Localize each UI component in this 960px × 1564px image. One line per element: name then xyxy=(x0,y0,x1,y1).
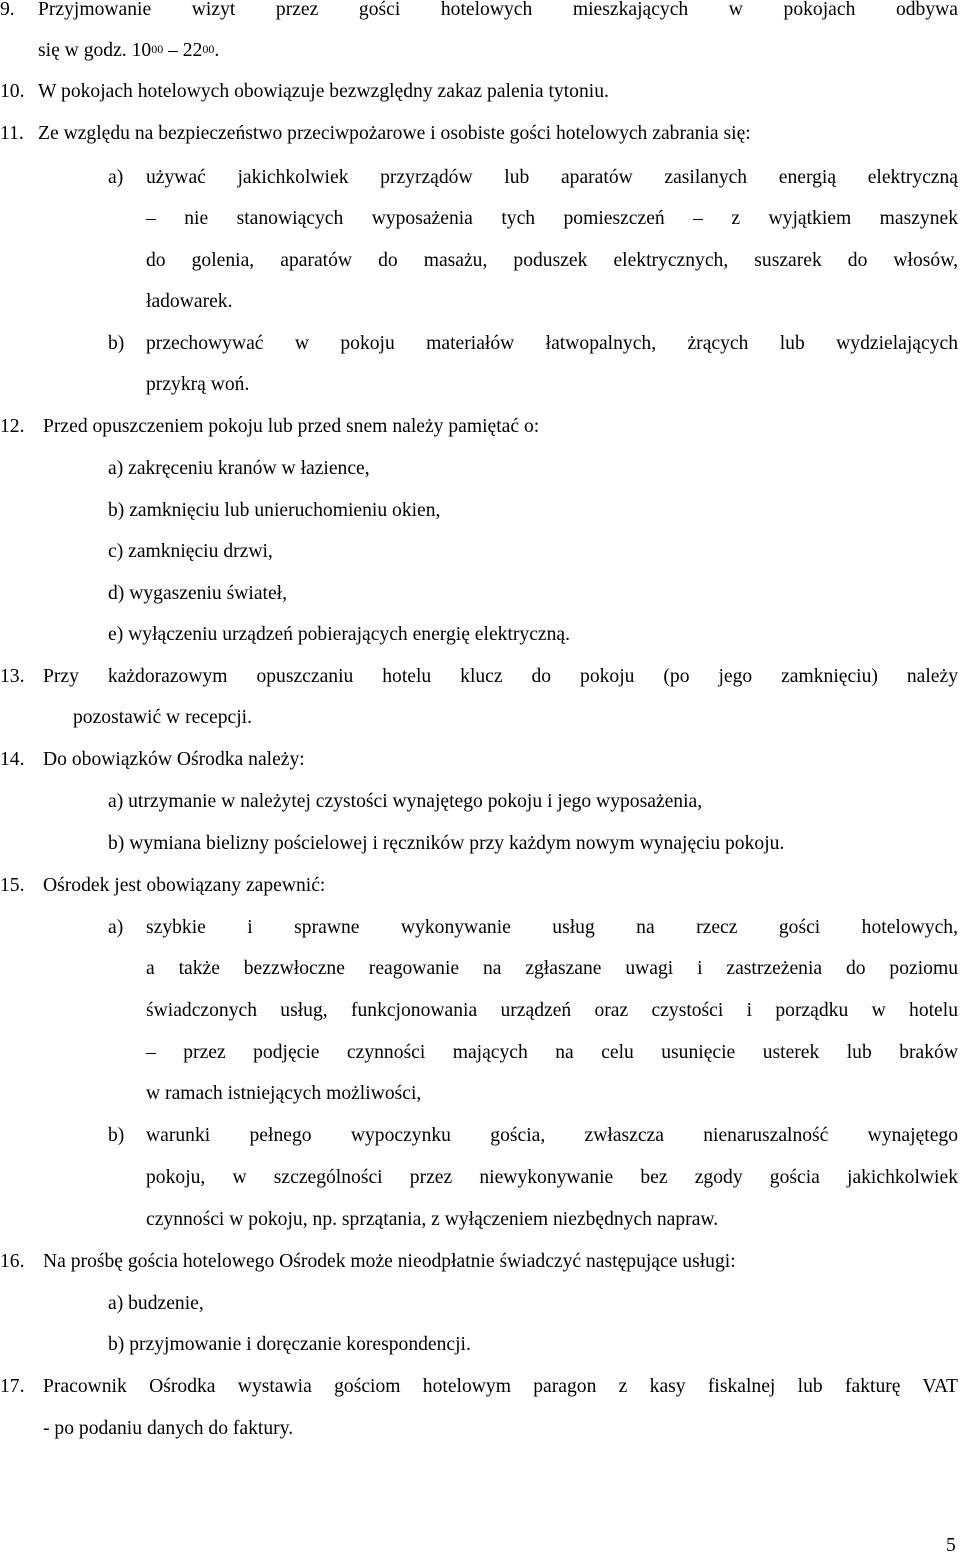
item-11-b-line-1: przechowywać w pokoju materiałów łatwopalnych, żrących lub wydzielających xyxy=(146,333,958,354)
item-15-a-line-4: – przez podjęcie czynności mających na celu usunięcie usterek lub braków xyxy=(146,1042,958,1063)
item-number-16: 16. xyxy=(0,1251,25,1272)
item-12-sub-b: b) zamknięciu lub unieruchomieniu okien, xyxy=(108,500,441,521)
item-number-15: 15. xyxy=(0,875,25,896)
item-11-marker-a: a) xyxy=(108,167,124,188)
item-15-marker-b: b) xyxy=(108,1125,125,1146)
item-15-b-line-1: warunki pełnego wypoczynku gościa, zwłaszcza nienaruszalność wynajętego xyxy=(146,1125,958,1146)
item-15-b-line-2: pokoju, w szczególności przez niewykonywanie bez zgody gościa jakichkolwiek xyxy=(146,1167,958,1188)
item-17-line-1: Pracownik Ośrodka wystawia gościom hotelowym paragon z kasy fiskalnej lub fakturę VAT xyxy=(43,1376,958,1397)
item-11-marker-b: b) xyxy=(108,333,125,354)
item-11-a-line-1: używać jakichkolwiek przyrządów lub aparatów zasilanych energią elektryczną xyxy=(146,167,958,188)
item-13-line-2: pozostawić w recepcji. xyxy=(73,707,252,728)
item-14-sub-a: a) utrzymanie w należytej czystości wynajętego pokoju i jego wyposażenia, xyxy=(108,791,703,812)
page-number: 5 xyxy=(946,1535,956,1556)
item-16-sub-b: b) przyjmowanie i doręczanie korespondencji. xyxy=(108,1334,471,1355)
item-17-line-2: - po podaniu danych do faktury. xyxy=(43,1418,294,1439)
item-12-sub-e: e) wyłączeniu urządzeń pobierających energię elektryczną. xyxy=(108,624,570,645)
item-15-a-line-3: świadczonych usług, funkcjonowania urządzeń oraz czystości i porządku w hotelu xyxy=(146,1000,958,1021)
item-number-13: 13. xyxy=(0,666,25,687)
item-13-line-1: Przy każdorazowym opuszczaniu hotelu klucz do pokoju (po jego zamknięciu) należy xyxy=(43,666,958,687)
item-9-hours-dash: – 22 xyxy=(163,40,203,61)
item-number-12: 12. xyxy=(0,416,25,437)
item-12-sub-a: a) zakręceniu kranów w łazience, xyxy=(108,458,370,479)
item-number-17: 17. xyxy=(0,1376,25,1397)
item-11-line-1: Ze względu na bezpieczeństwo przeciwpożarowe i osobiste gości hotelowych zabrania się: xyxy=(38,123,751,144)
item-number-14: 14. xyxy=(0,749,25,770)
item-15-marker-a: a) xyxy=(108,917,124,938)
item-11-b-line-2: przykrą woń. xyxy=(146,374,250,395)
item-15-line-1: Ośrodek jest obowiązany zapewnić: xyxy=(43,875,326,896)
item-12-line-1: Przed opuszczeniem pokoju lub przed snem należy pamiętać o: xyxy=(43,416,540,437)
item-9-line-2 xyxy=(38,39,219,63)
item-11-a-line-3: do golenia, aparatów do masażu, poduszek elektrycznych, suszarek do włosów, xyxy=(146,250,958,271)
item-9-sup-2: 00 xyxy=(202,42,215,56)
item-15-a-line-2: a także bezzwłoczne reagowanie na zgłaszane uwagi i zastrzeżenia do poziomu xyxy=(146,958,958,979)
item-16-line-1: Na prośbę gościa hotelowego Ośrodek może nieodpłatnie świadczyć następujące usługi: xyxy=(43,1251,736,1272)
item-11-a-line-2: – nie stanowiących wyposażenia tych pomieszczeń – z wyjątkiem maszynek xyxy=(146,208,958,229)
item-12-sub-c: c) zamknięciu drzwi, xyxy=(108,541,273,562)
item-16-sub-a: a) budzenie, xyxy=(108,1293,204,1314)
item-15-b-line-3: czynności w pokoju, np. sprzątania, z wyłączeniem niezbędnych napraw. xyxy=(146,1209,719,1230)
item-9-sup-1: 00 xyxy=(151,42,164,56)
item-number-9: 9. xyxy=(0,0,15,20)
item-9-period: . xyxy=(214,40,220,61)
item-9-line-1: Przyjmowanie wizyt przez gości hotelowych mieszkających w pokojach odbywa xyxy=(38,0,958,20)
item-15-a-line-5: w ramach istniejących możliwości, xyxy=(146,1083,422,1104)
item-11-a-line-4: ładowarek. xyxy=(146,291,233,312)
item-number-10: 10. xyxy=(0,81,25,102)
item-15-a-line-1: szybkie i sprawne wykonywanie usług na rzecz gości hotelowych, xyxy=(146,917,958,938)
item-14-line-1: Do obowiązków Ośrodka należy: xyxy=(43,749,305,770)
item-12-sub-d: d) wygaszeniu świateł, xyxy=(108,583,288,604)
item-14-sub-b: b) wymiana bielizny pościelowej i ręczników przy każdym nowym wynajęciu pokoju. xyxy=(108,833,785,854)
item-number-11: 11. xyxy=(0,123,24,144)
item-10-line-1: W pokojach hotelowych obowiązuje bezwzględny zakaz palenia tytoniu. xyxy=(38,81,609,102)
item-9-hours-text: się w godz. 10 xyxy=(38,40,152,61)
